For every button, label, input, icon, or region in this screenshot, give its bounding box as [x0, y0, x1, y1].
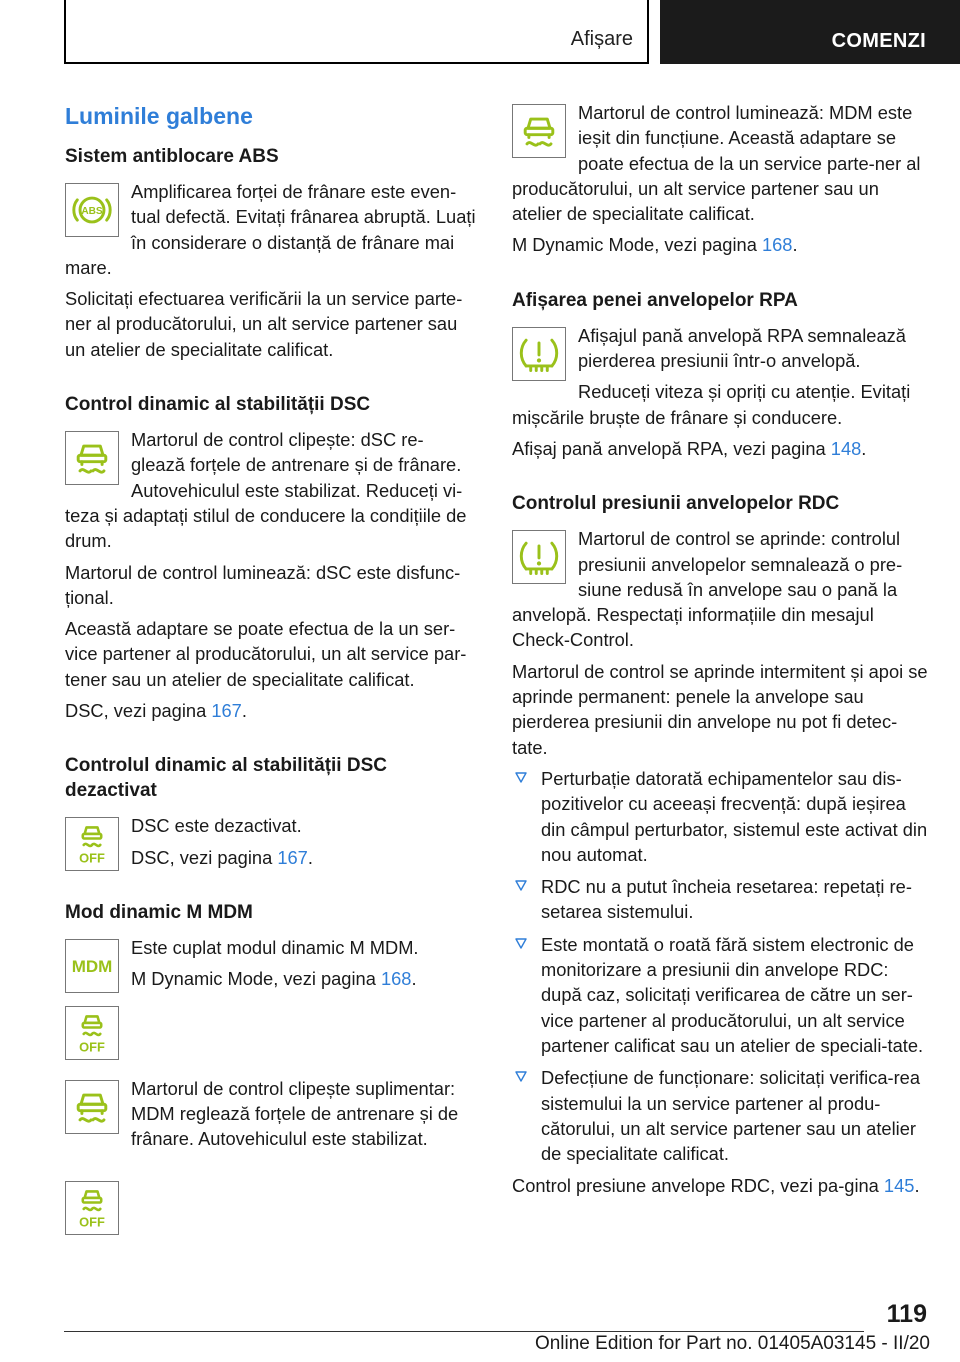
rdc-page-ref: Control presiune anvelope RDC, vezi pa-gina 145.	[512, 1175, 920, 1197]
svg-text:ABS: ABS	[81, 206, 103, 218]
dsc-skid-icon	[512, 104, 566, 158]
tire-pressure-warning-icon-rdc	[512, 530, 566, 584]
mdm-off-icon-row-2	[65, 1177, 477, 1237]
mdm-off-icon-2	[65, 1181, 119, 1235]
triangle-bullet-icon	[514, 1069, 528, 1083]
mdm-skid-icon	[65, 1080, 119, 1134]
triangle-bullet-icon	[514, 770, 528, 784]
header-chapter-label: COMENZI	[831, 30, 926, 52]
list-item: RDC nu a putut încheia resetarea: repetați re-setarea sistemului.	[512, 874, 930, 925]
left-column	[65, 100, 477, 1251]
dsc-text-1: Martorul de control clipește: dSC re-glează forțele de antrenare și de frânare. Autovehiculul este stabilizat. Reduceți vi-teza și adaptați stilul de conducere la condițiile de drum.	[65, 429, 467, 552]
mdm-text-2: Martorul de control clipește suplimentar: MDM reglează forțele de antrenare și de frânare. Autovehiculul este stabilizat.	[131, 1077, 459, 1150]
triangle-bullet-icon	[514, 878, 528, 892]
mdm-off-page-link[interactable]: 168	[761, 234, 793, 256]
rdc-heading: Controlul presiunii anvelopelor RDC	[512, 493, 840, 515]
right-column	[512, 100, 930, 1205]
header-section-label: Afișare	[570, 28, 633, 50]
mdm-block	[65, 935, 477, 998]
dsc-block	[65, 427, 477, 559]
abs-heading: Sistem antiblocare ABS	[65, 146, 279, 167]
mdm-off-text-1: Martorul de control luminează: MDM este ieșit din funcțiune. Această adaptare se poate efectua de la un service parte-ner al producătorului, un alt service partener sau un atelier de specialitate calificat.	[512, 102, 921, 225]
dsc-heading: Control dinamic al stabilității DSC	[65, 394, 371, 416]
rpa-page-link[interactable]: 148	[830, 437, 862, 459]
mdm-off-icon-row	[65, 998, 477, 1062]
svg-text:OFF: OFF	[79, 850, 105, 866]
rdc-block	[512, 526, 930, 658]
rdc-bullet-list	[512, 766, 930, 1166]
rpa-page-ref: Afișaj pană anvelopă RPA, vezi pagina 148.	[512, 437, 867, 459]
dsc-text-2: Martorul de control luminează: dSC este disfunc-țional.	[65, 561, 461, 608]
svg-text:OFF: OFF	[79, 1214, 105, 1230]
dsc-page-ref: DSC, vezi pagina 167.	[65, 700, 247, 722]
rdc-page-link[interactable]: 145	[883, 1175, 915, 1197]
rdc-text-2: Martorul de control se aprinde intermitent și apoi se aprinde permanent: penele la anvelope sau pierderea presiunii din anvelope nu pot fi detec-tate.	[512, 660, 928, 758]
mdm-text-1: Este cuplat modul dinamic M MDM.	[131, 936, 419, 958]
dsc-page-link[interactable]: 167	[211, 700, 242, 722]
svg-text:MDM: MDM	[71, 956, 113, 976]
abs-text-1: Amplificarea forței de frânare este even-tual defectă. Evitați frânarea abruptă. Luați în considerare o distanță de frânare mai mare.	[65, 181, 476, 278]
abs-warning-icon	[65, 183, 119, 237]
mdm-flash-block	[65, 1076, 477, 1158]
footer-edition: Online Edition for Part no. 01405A03145 - II/20	[534, 1333, 930, 1354]
dsc-off-text-1: DSC este dezactivat.	[131, 815, 302, 837]
header-section-tab	[64, 0, 649, 64]
page-number: 119	[886, 1300, 927, 1328]
rdc-text-1: Martorul de control se aprinde: controlul presiunii anvelopelor semnalează o pre-siune redusă în anvelope sau o pană la anvelopă. Respectați informațiile din mesajul Check-Control.	[512, 528, 903, 651]
rpa-text-2: Reduceți viteza și opriți cu atenție. Evitați mișcările bruște de frânare și conducere.	[512, 381, 911, 428]
mdm-off-icon	[65, 1006, 119, 1060]
dsc-off-heading: Controlul dinamic al stabilității DSC dezactivat	[65, 755, 387, 802]
rpa-block	[512, 323, 930, 436]
dsc-off-page-link[interactable]: 167	[277, 846, 308, 868]
dsc-off-block	[65, 813, 477, 876]
mdm-heading: Mod dinamic M MDM	[65, 901, 253, 923]
dsc-text-3: Această adaptare se poate efectua de la un ser-vice partener al producătorului, un alt service par-tener sau un atelier de specialitate calificat.	[65, 618, 467, 690]
mdm-page-ref: M Dynamic Mode, vezi pagina 168.	[131, 968, 417, 990]
list-item: Defecțiune de funcționare: solicitați verifica-rea sistemului la un service partener al produ-cătorului, un alt service partener sau un atelier de specialitate calificat.	[512, 1065, 930, 1166]
rpa-text-1: Afișajul pană anvelopă RPA semnalează pierderea presiunii într-o anvelopă.	[578, 324, 906, 372]
dsc-skid-icon	[65, 431, 119, 485]
list-item: Este montată o roată fără sistem electronic de monitorizare a presiunii din anvelope RDC: după caz, solicitați verificarea de către un ser-vice partener al producătorului, un alt service partener calificat sau un atelier de speciali-tate.	[512, 932, 930, 1058]
header-chapter-tab	[660, 0, 960, 64]
list-item: Perturbație datorată echipamentelor sau dis-pozitivelor cu aceeași frecvență: după ieșirea din câmpul perturbator, sistemul este activat din nou automat.	[512, 766, 930, 867]
triangle-bullet-icon	[514, 936, 528, 950]
mdm-page-link[interactable]: 168	[380, 968, 412, 990]
mdm-off-page-ref: M Dynamic Mode, vezi pagina 168.	[512, 234, 798, 256]
tire-pressure-warning-icon	[512, 327, 566, 381]
rpa-heading: Afișarea penei anvelopelor RPA	[512, 289, 798, 311]
abs-text-2: Solicitați efectuarea verificării la un service parte-ner al producătorului, un alt service partener sau un atelier de specialitate calificat.	[65, 288, 463, 360]
page-title: Luminile galbene	[65, 103, 253, 129]
footer-divider	[64, 1331, 864, 1332]
svg-text:OFF: OFF	[79, 1038, 105, 1054]
abs-block	[65, 179, 477, 286]
mdm-icon	[65, 939, 119, 993]
dsc-off-page-ref: DSC, vezi pagina 167.	[131, 846, 313, 868]
dsc-off-icon	[65, 817, 119, 871]
mdm-off-block	[512, 100, 930, 232]
